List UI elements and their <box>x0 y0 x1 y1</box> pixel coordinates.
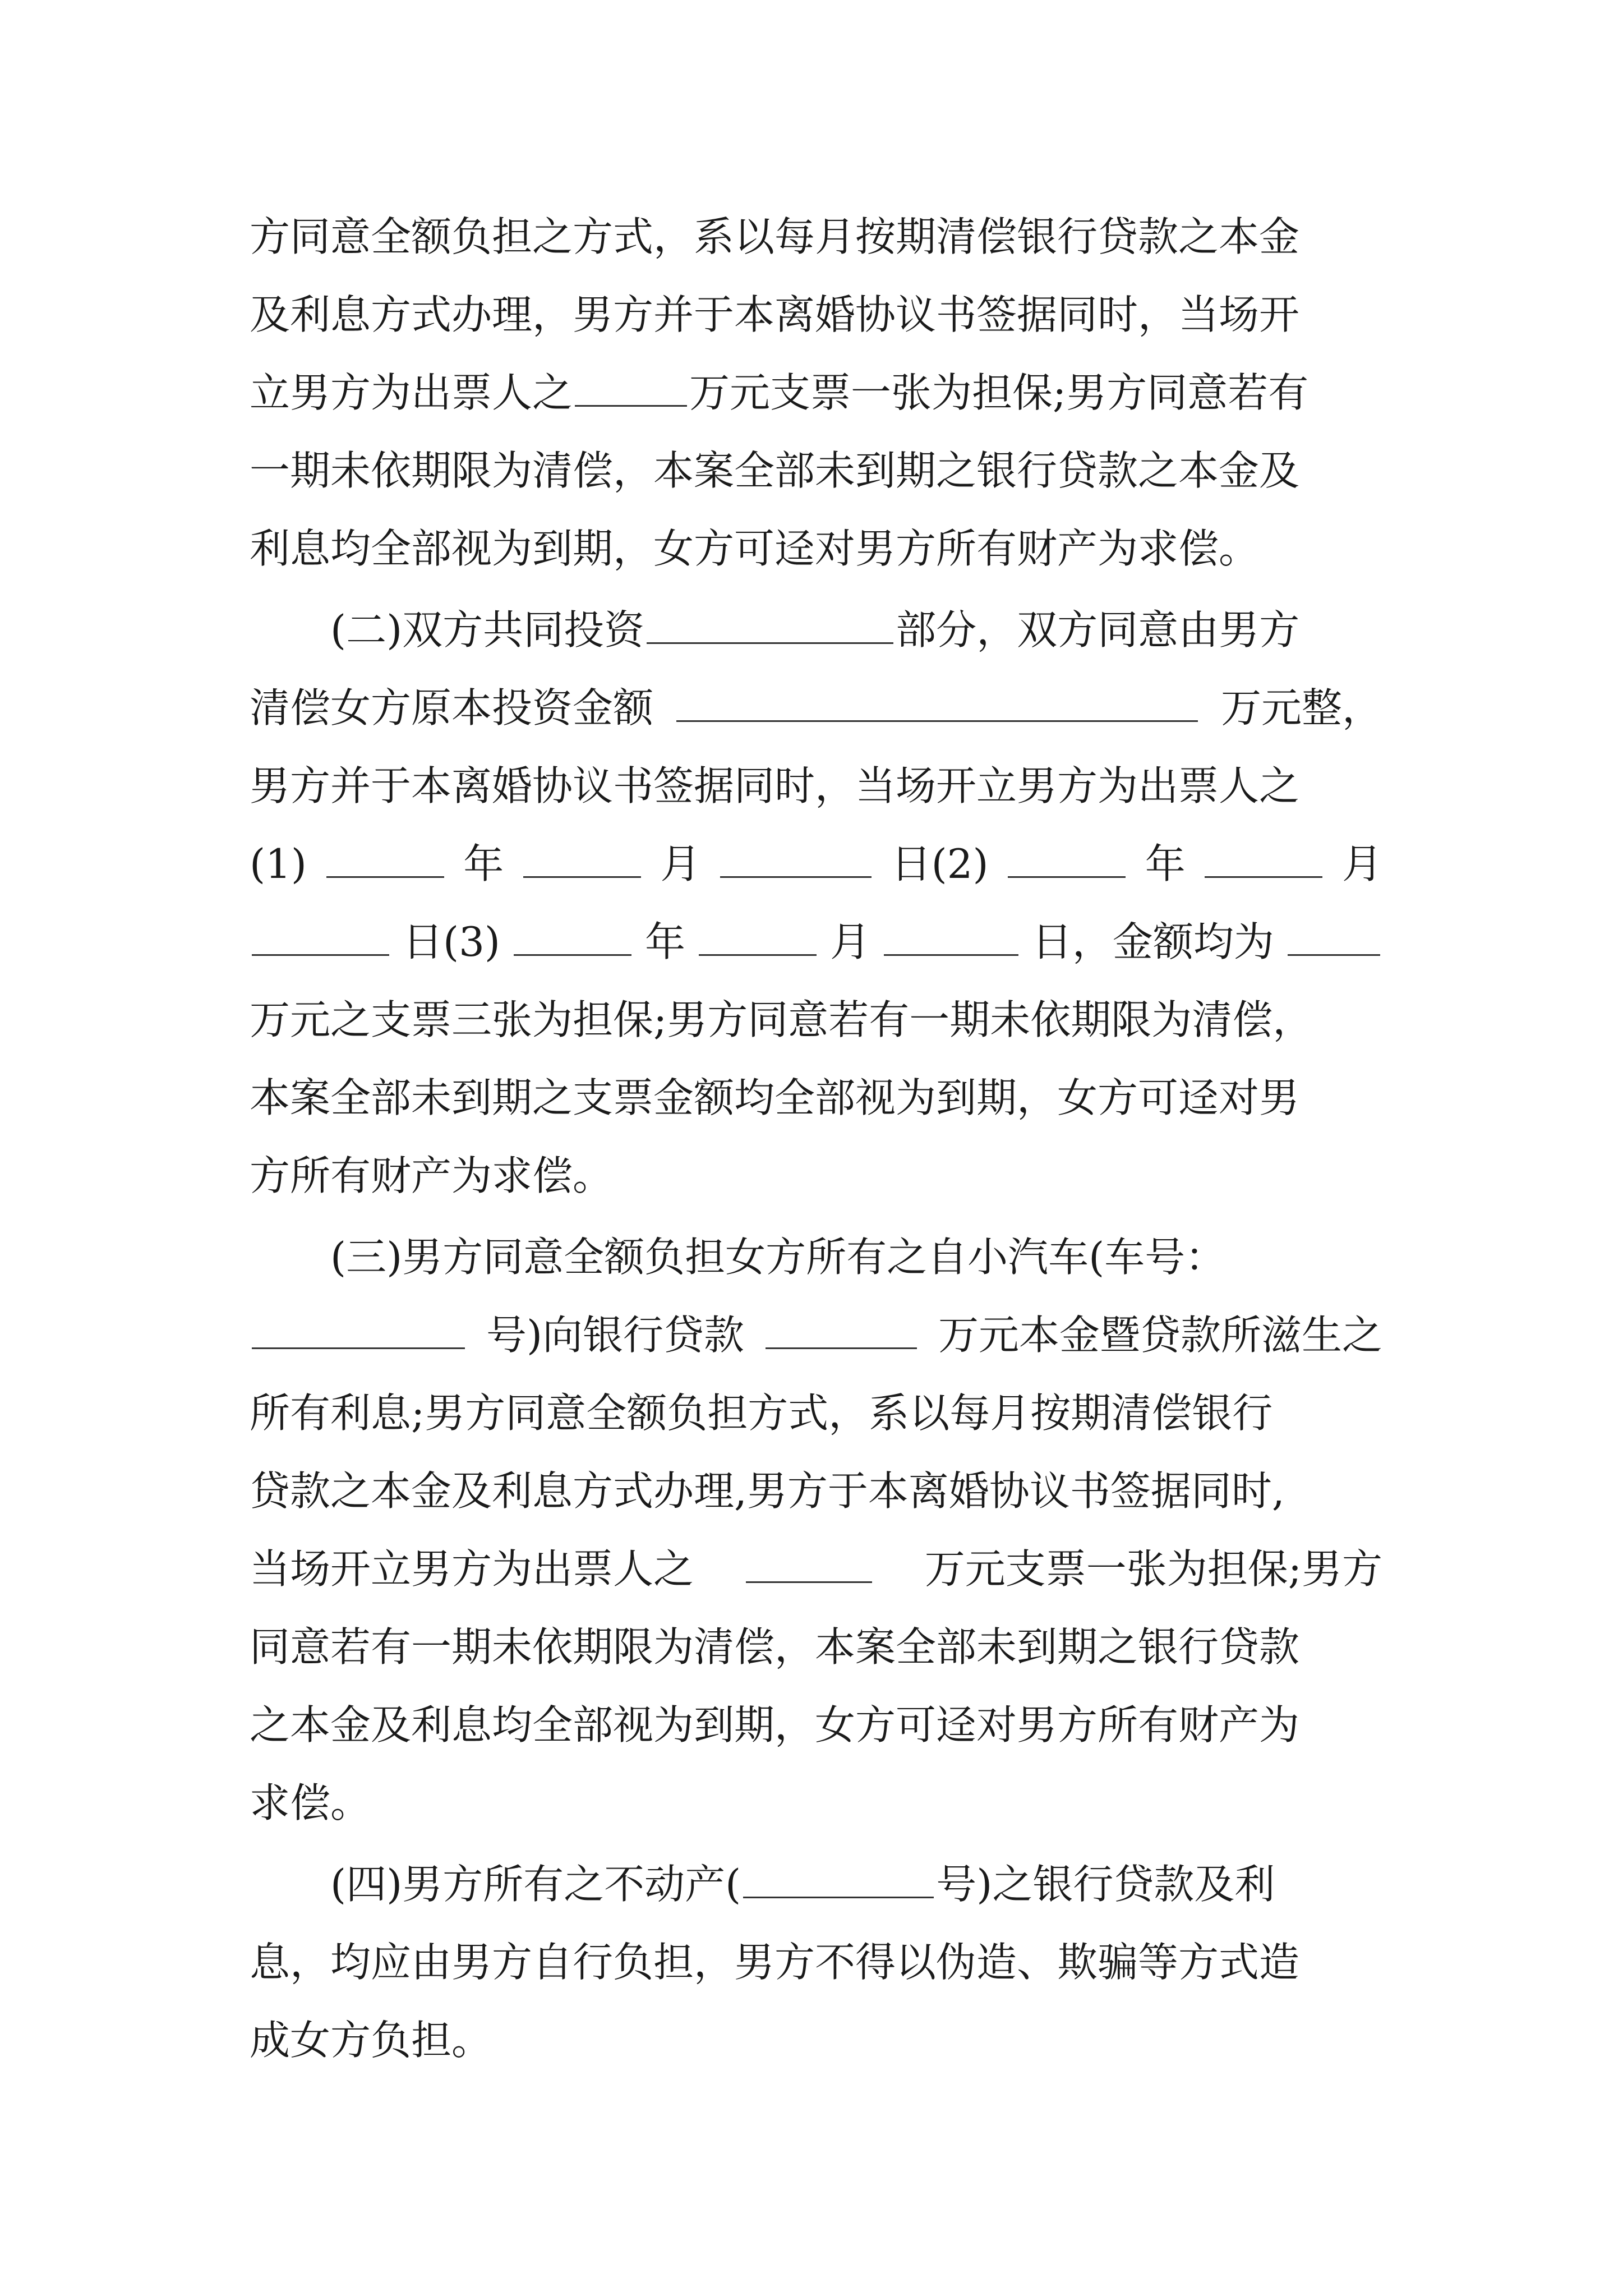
paragraph-line <box>250 602 1382 680</box>
paragraph-line: 日(3) 年 月 日，金额均为 <box>250 914 1382 992</box>
fill-in-blank <box>1205 841 1322 878</box>
text-line: (三)男方同意全额负担女方所有之自小汽车(车号： <box>330 1234 1226 1281</box>
text-line: 求偿。 <box>250 1779 371 1826</box>
fill-in-blank <box>1288 919 1380 956</box>
text-segment: (二)双方共同投资 部分，双方同意由男方 <box>330 606 1300 654</box>
fill-in-blank <box>252 1313 465 1349</box>
text-line: 男方并于本离婚协议书签据同时，当场开立男方为出票人之 <box>250 762 1300 809</box>
fill-in-blank <box>676 685 1198 722</box>
paragraph-line <box>250 2012 1382 2090</box>
text-line: 本案全部未到期之支票金额均全部视为到期，女方可迳对男 <box>250 1074 1300 1121</box>
text-line: 之本金及利息均全部视为到期，女方可迳对男方所有财产为 <box>250 1701 1300 1749</box>
fill-in-blank <box>766 1313 917 1349</box>
text-line: 息，均应由男方自行负担，男方不得以伪造、欺骗等方式造 <box>250 1939 1300 1986</box>
paragraph-line <box>250 1775 1382 1853</box>
fill-in-blank <box>1008 841 1126 878</box>
paragraph-line <box>250 1856 1382 1934</box>
paragraph-line <box>250 1934 1382 2012</box>
fill-in-blank <box>884 919 1018 956</box>
text-line: 同意若有一期未依期限为清偿，本案全部未到期之银行贷款 <box>250 1623 1300 1671</box>
paragraph-line: 号)向银行贷款 万元本金暨贷款所滋生之 <box>250 1307 1382 1385</box>
paragraph-line <box>250 209 1382 287</box>
paragraph-line <box>250 287 1382 365</box>
paragraph-line <box>250 521 1382 599</box>
paragraph-line <box>250 1148 1382 1226</box>
text-segment: 立男方为出票人之 万元支票一张为担保;男方同意若有 <box>250 369 1309 416</box>
paragraph-line: (1) 年 月 日(2) 年 月 <box>250 840 1382 887</box>
document-body <box>250 209 1382 2090</box>
text-line: 贷款之本金及利息方式办理,男方于本离婚协议书签据同时, <box>250 1467 1285 1515</box>
fill-in-blank <box>326 841 444 878</box>
paragraph-line <box>250 992 1382 1070</box>
fill-in-blank <box>699 919 817 956</box>
fill-in-blank <box>720 841 872 878</box>
paragraph-line <box>250 758 1382 836</box>
paragraph-line <box>250 1385 1382 1463</box>
paragraph-line <box>250 1619 1382 1697</box>
text-line: 一期未依期限为清偿，本案全部未到期之银行贷款之本金及 <box>250 447 1300 494</box>
text-line: 及利息方式办理，男方并于本离婚协议书签据同时，当场开 <box>250 291 1300 338</box>
fill-in-blank <box>743 1862 934 1898</box>
fill-in-blank <box>746 1547 872 1583</box>
fill-in-blank <box>575 370 687 407</box>
text-segment: (四)男方所有之不动产( 号)之银行贷款及利 <box>330 1861 1275 1908</box>
paragraph-line <box>250 1697 1382 1775</box>
text-line: 万元之支票三张为担保;男方同意若有一期未依期限为清偿， <box>250 996 1313 1043</box>
paragraph-line <box>250 365 1382 443</box>
text-line: 所有利息;男方同意全额负担方式，系以每月按期清偿银行 <box>250 1389 1273 1437</box>
fill-in-blank <box>252 919 389 956</box>
paragraph-line <box>250 1070 1382 1148</box>
paragraph-line <box>250 443 1382 521</box>
paragraph-line <box>250 1229 1382 1307</box>
paragraph-line: 当场开立男方为出票人之 万元支票一张为担保;男方 <box>250 1545 1382 1593</box>
paragraph-line: 清偿女方原本投资金额 万元整， <box>250 684 1382 731</box>
fill-in-blank <box>523 841 641 878</box>
text-line: 方同意全额负担之方式，系以每月按期清偿银行贷款之本金 <box>250 213 1300 260</box>
paragraph-line <box>250 1463 1382 1541</box>
text-line: 成女方负担。 <box>250 2017 492 2064</box>
fill-in-blank <box>647 608 893 644</box>
text-line: 方所有财产为求偿。 <box>250 1152 614 1199</box>
text-line: 利息均全部视为到期，女方可迳对男方所有财产为求偿。 <box>250 525 1260 572</box>
fill-in-blank <box>514 919 631 956</box>
